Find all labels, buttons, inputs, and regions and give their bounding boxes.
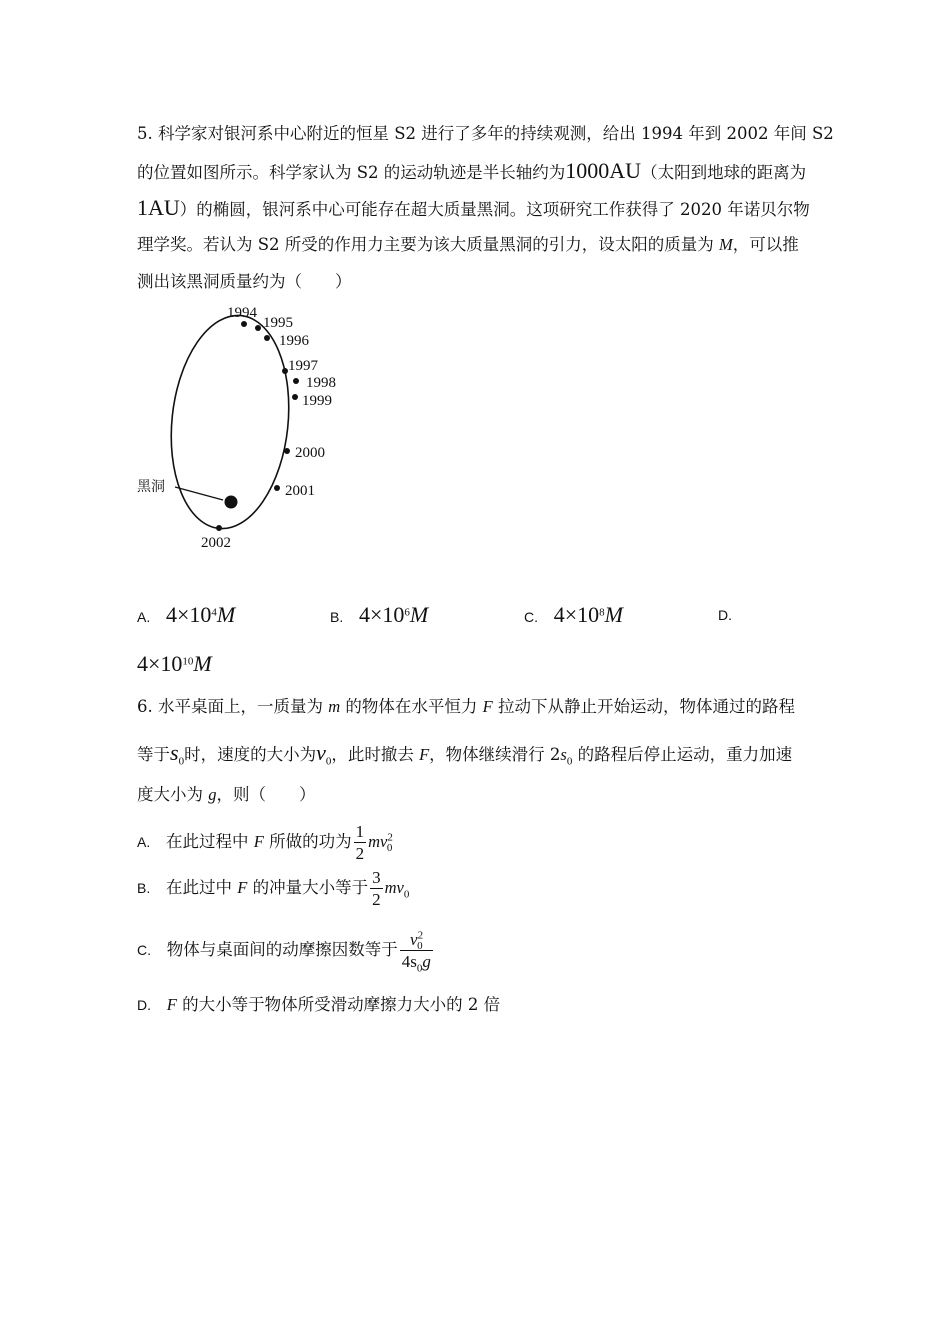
label-1995: 1995: [263, 315, 293, 331]
q6-line-2: 等于$s_0$时，速度的大小为$v_0$，此时撤去 F，物体继续滑行 $2s_0$ 的路程后停止运动，重力加速: [137, 740, 793, 768]
q5-option-a[interactable]: A. $4\times 10^4M$: [137, 602, 236, 627]
q6-option-b[interactable]: B. 在此过中 F 的冲量大小等于 $\frac{3}{2}$ $mv_0$: [137, 868, 410, 909]
q6-line-3: 度大小为 g，则（ ）: [137, 785, 316, 804]
label-1996: 1996: [279, 333, 309, 349]
label-1998: 1998: [306, 375, 336, 391]
q5-line-1: 5. 科学家对银河系中心附近的恒星 S2 进行了多年的持续观测，给出 1994 年到 2002 年间 S2: [137, 124, 834, 143]
s2-orbit-figure: [130, 295, 370, 555]
point-2000: [284, 448, 290, 454]
label-2000: 2000: [295, 445, 325, 461]
black-hole-label: 黑洞: [137, 479, 165, 495]
black-hole-dot: [225, 496, 238, 509]
q5-line-5: 测出该黑洞质量约为（ ）: [137, 272, 352, 291]
q5-option-d[interactable]: D.: [718, 607, 732, 623]
point-1998: [293, 378, 299, 384]
label-1994: 1994: [227, 305, 257, 321]
point-2002: [216, 525, 222, 531]
q5-option-b[interactable]: B. $4\times 10^6M$: [330, 602, 429, 627]
q6-option-a[interactable]: A. 在此过程中 F 所做的功为 $\frac{1}{2}$ $mv^2_0$: [137, 822, 393, 863]
q5-line-2: 的位置如图所示。科学家认为 S2 的运动轨迹是半长轴约为1000AU（太阳到地球的距离为: [137, 158, 807, 183]
q6-option-c[interactable]: C. 物体与桌面间的动摩擦因数等于 $\frac{v^2_0}{4s_0g}$: [137, 929, 431, 975]
q5-option-c[interactable]: C. $4\times 10^8M$: [524, 602, 623, 627]
point-1999: [292, 394, 298, 400]
point-1995: [255, 325, 261, 331]
q6-line-1: 6. 水平桌面上，一质量为 m 的物体在水平恒力 F 拉动下从静止开始运动，物体通过的路程: [137, 697, 795, 716]
q5-line-3: 1AU）的椭圆，银河系中心可能存在超大质量黑洞。这项研究工作获得了 2020 年诺贝尔物: [137, 195, 810, 220]
q6-option-d[interactable]: D. F 的大小等于物体所受滑动摩擦力大小的 2 倍: [137, 995, 501, 1014]
label-1999: 1999: [302, 393, 332, 409]
q5-line-4: 理学奖。若认为 S2 所受的作用力主要为该大质量黑洞的引力，设太阳的质量为 M，可以推: [137, 235, 799, 254]
point-2001: [274, 485, 280, 491]
q5-option-d-value: $4\times 10^{10}M$: [137, 651, 212, 676]
label-2002: 2002: [201, 535, 231, 551]
label-2001: 2001: [285, 483, 315, 499]
point-1994: [241, 321, 247, 327]
point-1996: [264, 335, 270, 341]
label-1997: 1997: [288, 358, 318, 374]
